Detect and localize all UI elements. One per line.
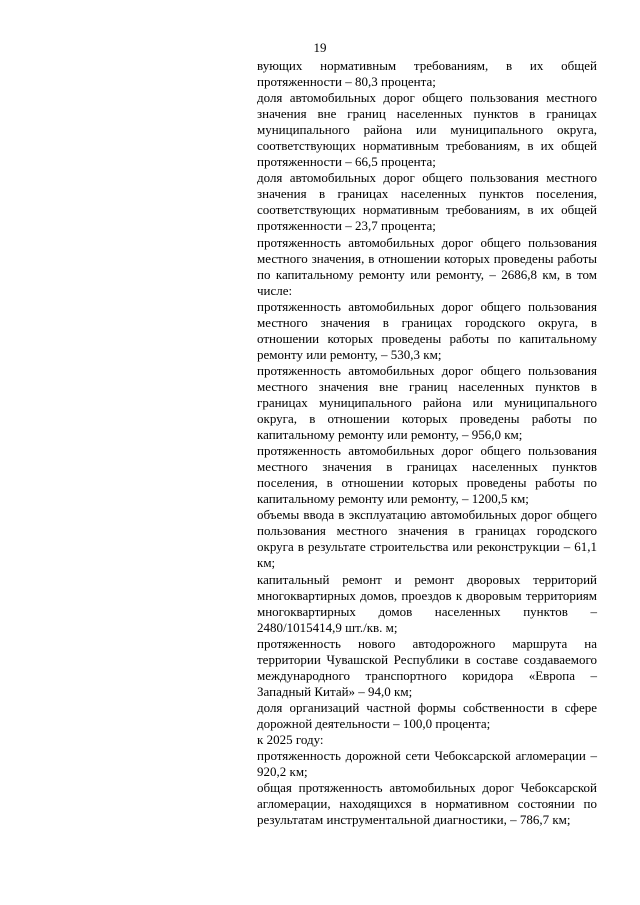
paragraph: протяженность автомобильных дорог общего пользования местного значения вне границ населенных пунктов в границах муниципального района или муниципального округа, в отношении которых проведены работы по капитальному ремонту или ремонту, – 956,0 км; <box>257 362 597 443</box>
paragraph: протяженность автомобильных дорог общего пользования местного значения в границах городского округа, в отношении которых проведены работы по капитальному ремонту или ремонту, – 530,3 км; <box>257 298 597 362</box>
paragraph: протяженность дорожной сети Чебоксарской агломерации – 920,2 км; <box>257 748 597 780</box>
paragraph: протяженность автомобильных дорог общего пользования местного значения в границах населенных пунктов поселения, в отношении которых проведены работы по капитальному ремонту или ремонту, – 1200,5 км; <box>257 443 597 507</box>
paragraph: доля организаций частной формы собственности в сфере дорожной деятельности – 100,0 процента; <box>257 699 597 731</box>
paragraph: протяженность автомобильных дорог общего пользования местного значения, в отношении которых проведены работы по капитальному ремонту или ремонту, – 2686,8 км, в том числе: <box>257 234 597 298</box>
paragraph: доля автомобильных дорог общего пользования местного значения вне границ населенных пунктов в границах муниципального района или муниципального округа, соответствующих нормативным требованиям, в их общей протяженности – 66,5 процента; <box>257 90 597 170</box>
paragraph: общая протяженность автомобильных дорог Чебоксарской агломерации, находящихся в нормативном состоянии по результатам инструментальной диагностики, – 786,7 км; <box>257 780 597 828</box>
paragraph: капитальный ремонт и ремонт дворовых территорий многоквартирных домов, проездов к дворовым территориям многоквартирных домов населенных пунктов – 2480/1015414,9 шт./кв. м; <box>257 571 597 635</box>
paragraph: протяженность нового автодорожного маршрута на территории Чувашской Республики в составе создаваемого международного транспортного коридора «Европа – Западный Китай» – 94,0 км; <box>257 635 597 699</box>
paragraph: вующих нормативным требованиям, в их общей протяженности – 80,3 процента; <box>257 58 597 90</box>
body-text <box>257 58 597 828</box>
paragraph: доля автомобильных дорог общего пользования местного значения в границах населенных пунктов поселения, соответствующих нормативным требованиям, в их общей протяженности – 23,7 процента; <box>257 170 597 234</box>
page-number: 19 <box>313 40 327 55</box>
paragraph: объемы ввода в эксплуатацию автомобильных дорог общего пользования местного значения в границах городского округа в результате строительства или реконструкции – 61,1 км; <box>257 507 597 571</box>
paragraph: к 2025 году: <box>257 731 324 747</box>
